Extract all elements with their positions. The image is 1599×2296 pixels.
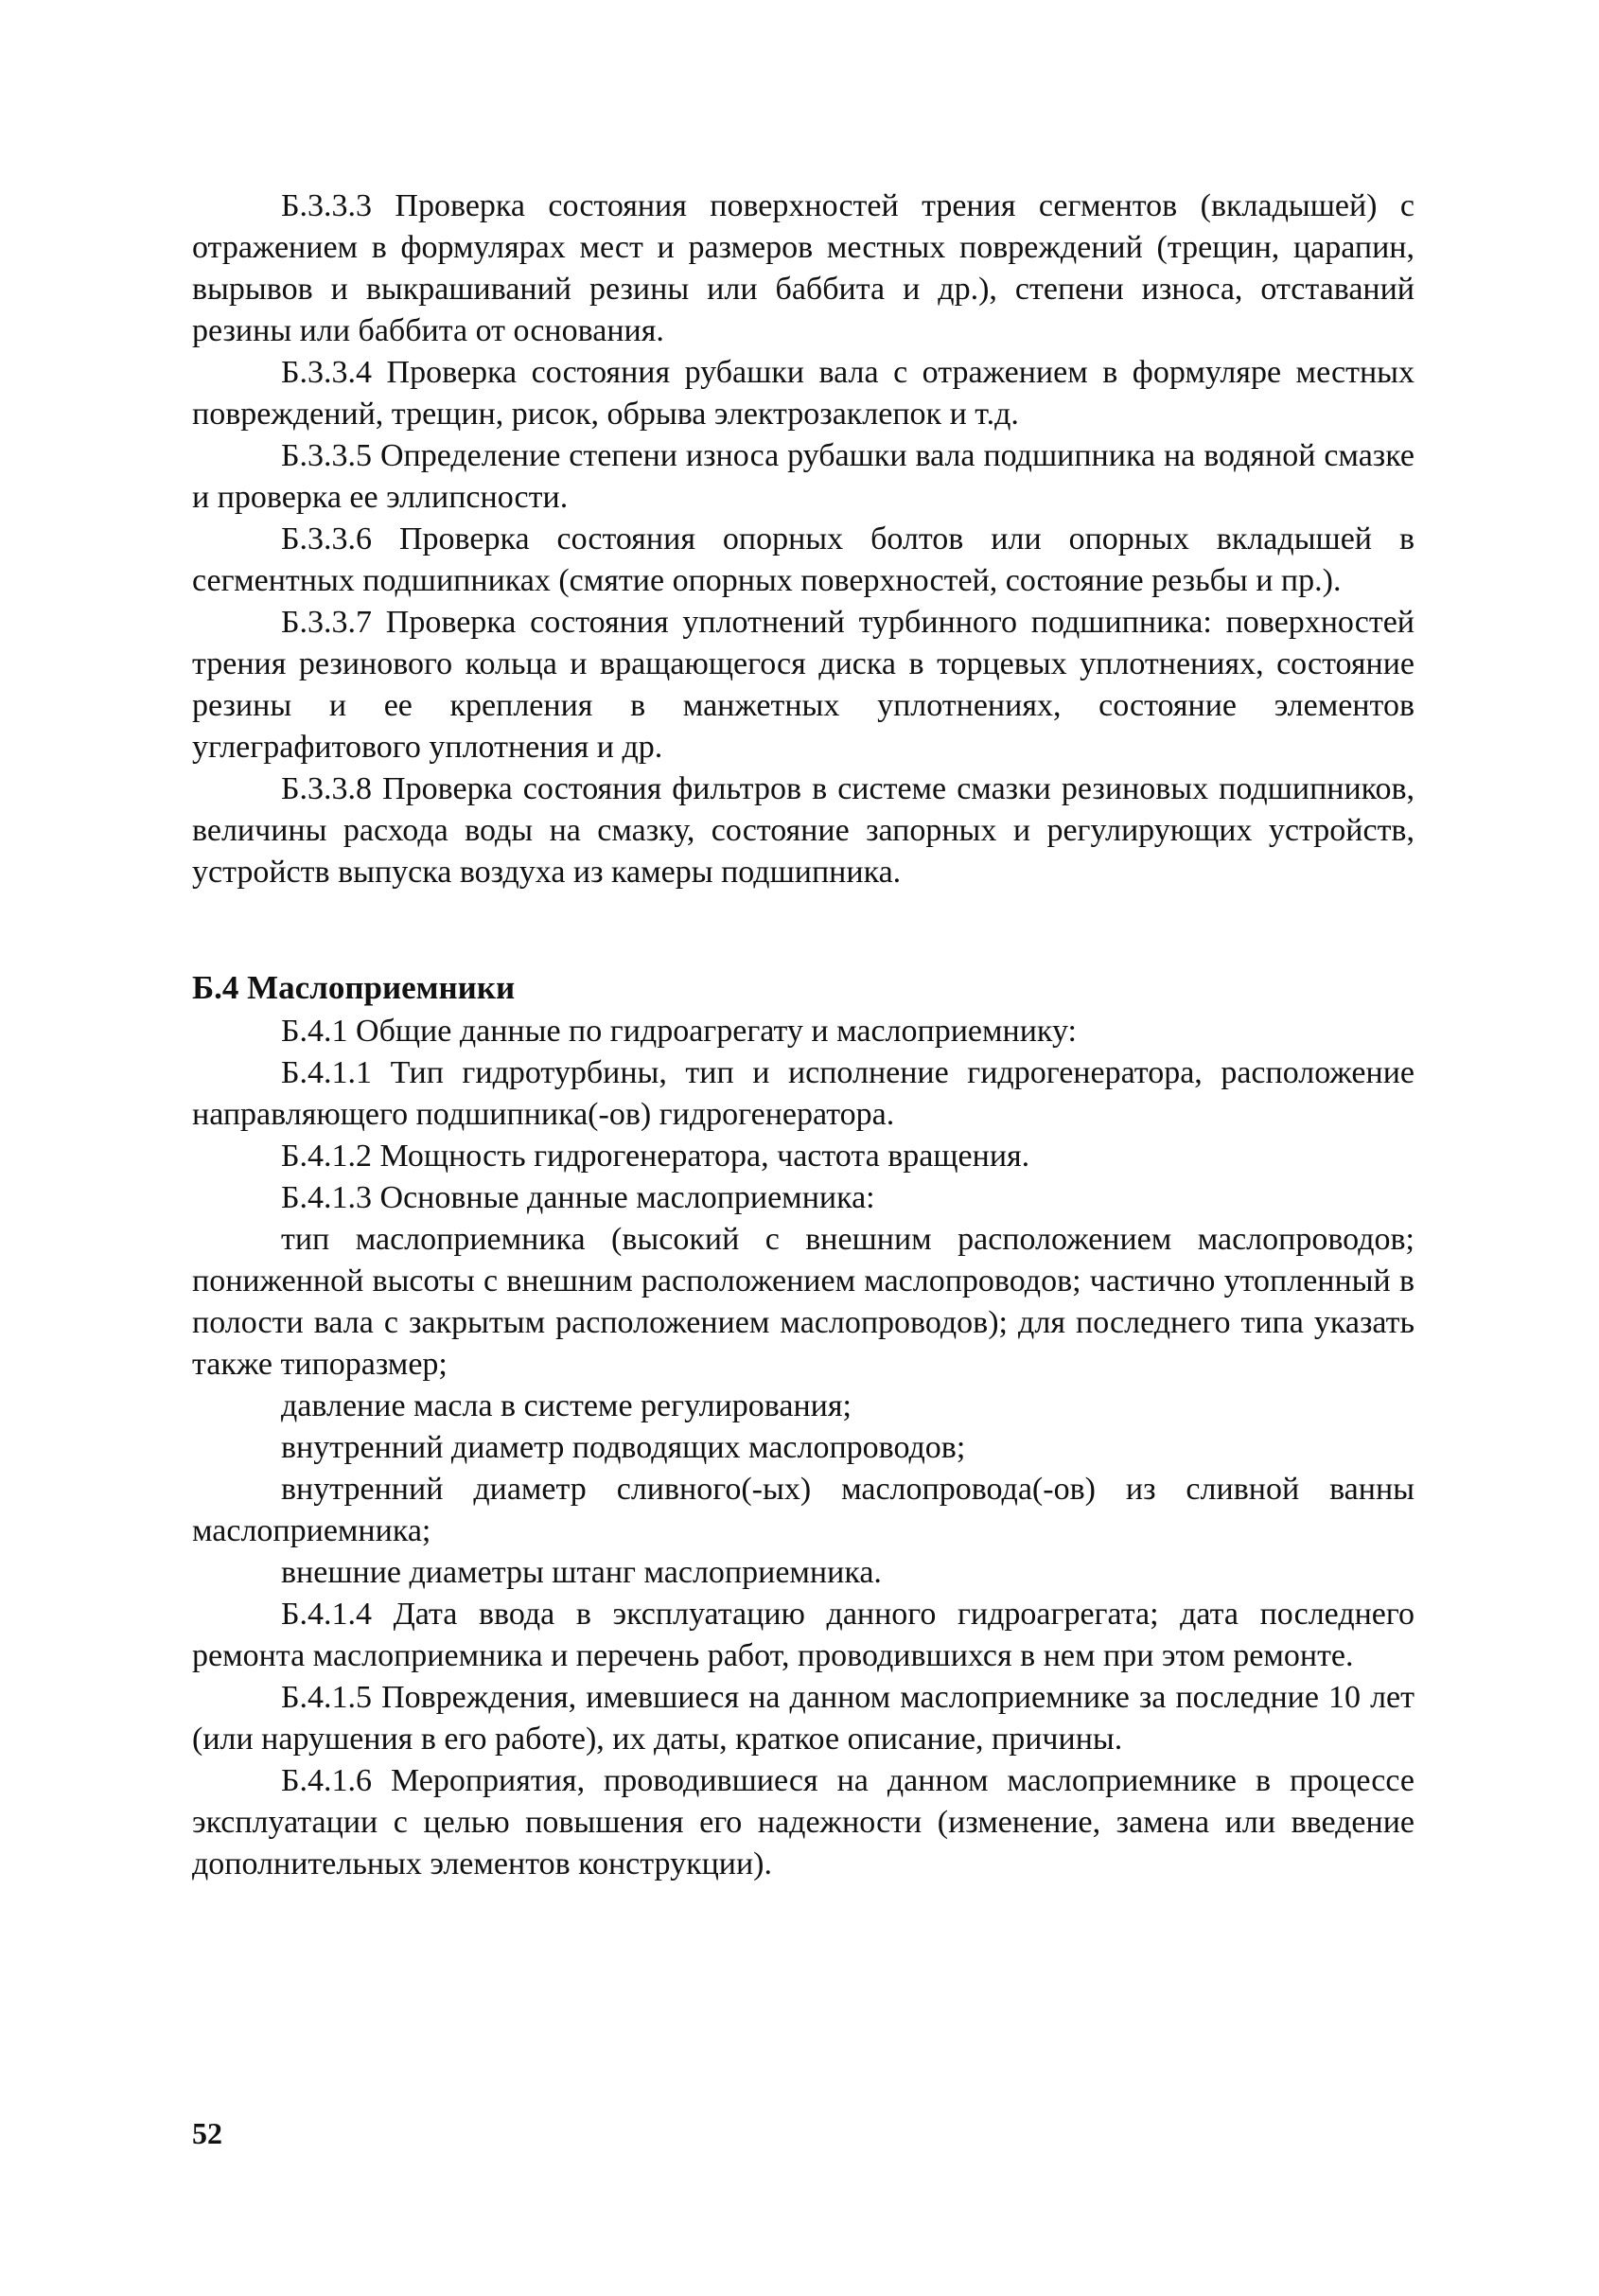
list-item-rod-diameter: внешние диаметры штанг маслоприемника.	[281, 1555, 882, 1590]
paragraph-b3-3-3: Б.3.3.3 Проверка состояния поверхностей трения сегментов (вкладышей) с отражением в формулярах мест и размеров местных повреждений (трещин, царапин, вырывов и выкрашиваний резины или баббита и др.), степени износа, отставаний резины или баббита от основания.	[192, 188, 1414, 348]
paragraph-b4-1-6: Б.4.1.6 Мероприятия, проводившиеся на данном маслоприемнике в процессе эксплуатации с целью повышения его надежности (изменение, замена или введение дополнительных элементов конструкции).	[192, 1763, 1414, 1881]
paragraph-b3-3-7: Б.3.3.7 Проверка состояния уплотнений турбинного подшипника: поверхностей трения резинового кольца и вращающегося диска в торцевых уплотнениях, состояние резины и ее крепления в манжетных уплотнениях, состояние элементов углеграфитового уплотнения и др.	[192, 605, 1414, 765]
paragraph-b4-1-5: Б.4.1.5 Повреждения, имевшиеся на данном маслоприемнике за последние 10 лет (или нарушения в его работе), их даты, краткое описание, причины.	[192, 1680, 1414, 1757]
list-item-pressure: давление масла в системе регулирования;	[281, 1388, 852, 1423]
page-number: 52	[192, 2116, 222, 2150]
paragraph-b4-1-4: Б.4.1.4 Дата ввода в эксплуатацию данного гидроагрегата; дата последнего ремонта маслоприемника и перечень работ, проводившихся в нем при этом ремонте.	[192, 1597, 1414, 1673]
paragraph-b4-1-3: Б.4.1.3 Основные данные маслоприемника:	[281, 1180, 875, 1215]
paragraph-b4-1-1: Б.4.1.1 Тип гидротурбины, тип и исполнение гидрогенератора, расположение направляющего подшипника(-ов) гидрогенератора.	[192, 1055, 1414, 1132]
section-heading-b4: Б.4 Маслоприемники	[192, 969, 516, 1006]
list-item-inlet-diameter: внутренний диаметр подводящих маслопроводов;	[281, 1430, 966, 1465]
paragraph-b3-3-8: Б.3.3.8 Проверка состояния фильтров в системе смазки резиновых подшипников, величины расхода воды на смазку, состояние запорных и регулирующих устройств, устройств выпуска воздуха из камеры подшипника.	[192, 771, 1414, 890]
paragraph-b3-3-6: Б.3.3.6 Проверка состояния опорных болтов или опорных вкладышей в сегментных подшипниках (смятие опорных поверхностей, состояние резьбы и пр.).	[192, 521, 1414, 598]
list-item-drain-diameter: внутренний диаметр сливного(-ых) маслопровода(-ов) из сливной ванны маслоприемника;	[192, 1472, 1414, 1548]
paragraph-b3-3-5: Б.3.3.5 Определение степени износа рубашки вала подшипника на водяной смазке и проверка ее эллипсности.	[192, 438, 1414, 515]
page-body	[192, 185, 1414, 1885]
paragraph-b4-1-2: Б.4.1.2 Мощность гидрогенератора, частота вращения.	[281, 1139, 1030, 1174]
paragraph-b3-3-4: Б.3.3.4 Проверка состояния рубашки вала с отражением в формуляре местных повреждений, трещин, рисок, обрыва электрозаклепок и т.д.	[192, 355, 1414, 432]
paragraph-b4-1: Б.4.1 Общие данные по гидроагрегату и маслоприемнику:	[281, 1014, 1077, 1049]
list-item-type: тип маслоприемника (высокий с внешним расположением маслопроводов; пониженной высоты с внешним расположением маслопроводов; частично утопленный в полости вала с закрытым расположением маслопроводов); для последнего типа указать также типоразмер;	[192, 1222, 1414, 1382]
